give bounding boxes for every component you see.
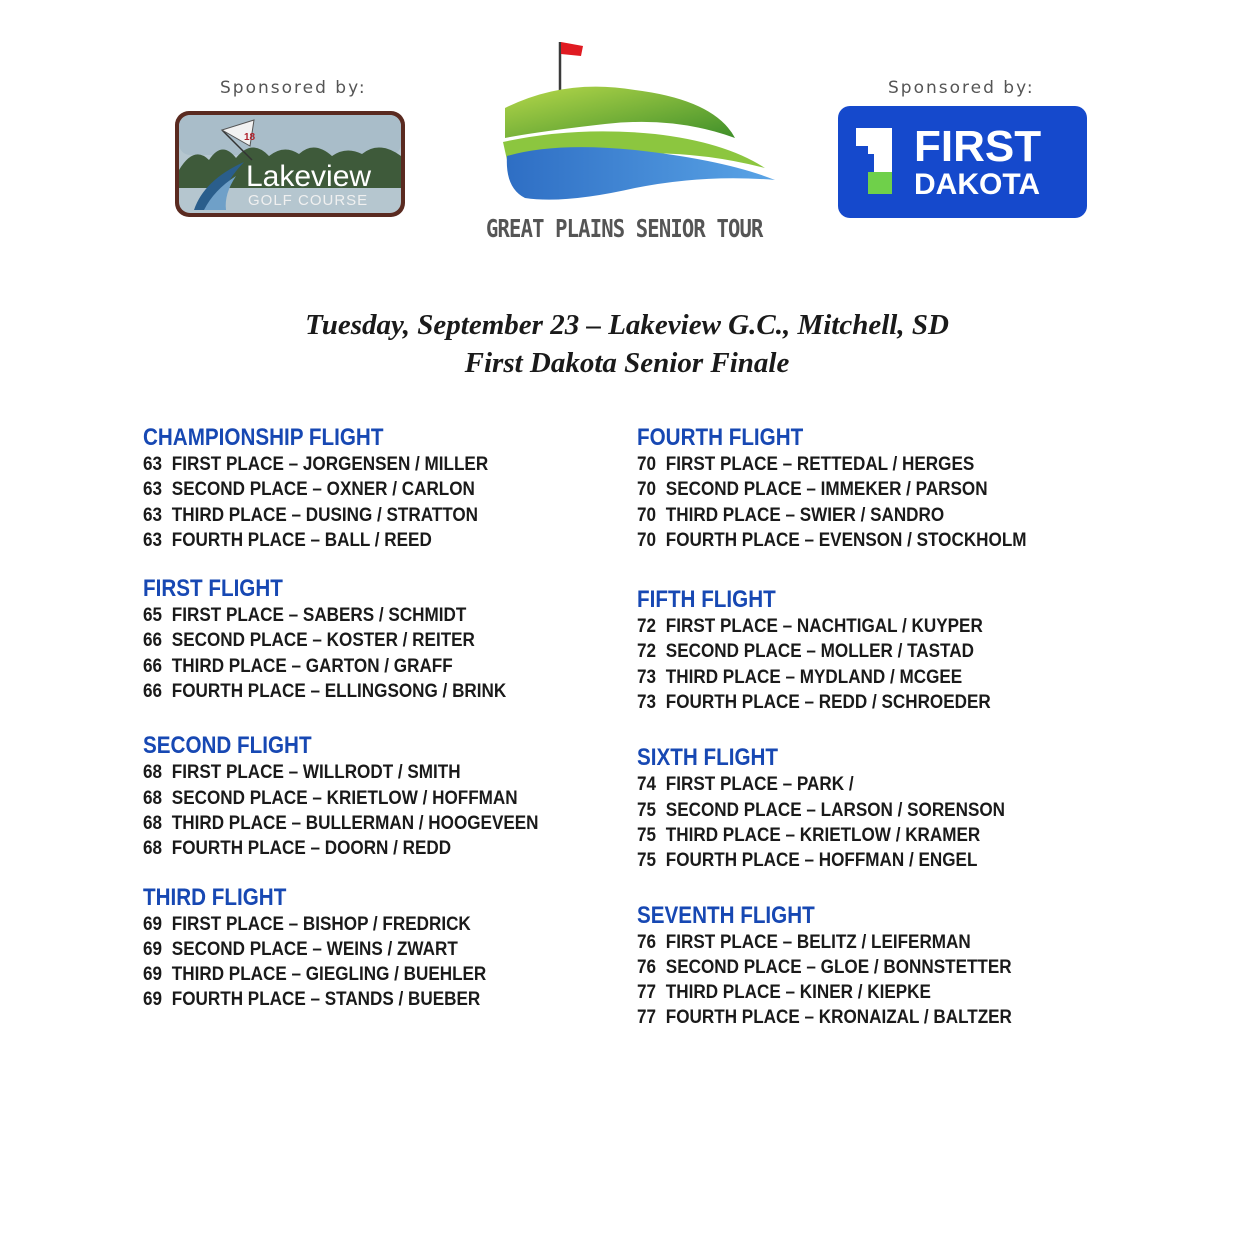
result-text: THIRD PLACE – SWIER / SANDRO	[665, 504, 945, 526]
flight-block	[637, 424, 1070, 553]
result-score: 66	[143, 655, 163, 677]
result-score: 70	[637, 529, 657, 551]
result-text: THIRD PLACE – KINER / KIEPKE	[665, 982, 931, 1004]
result-row	[637, 823, 1027, 848]
result-text: FIRST PLACE – SABERS / SCHMIDT	[171, 605, 467, 627]
result-text: SECOND PLACE – KRIETLOW / HOFFMAN	[171, 787, 518, 809]
result-row	[637, 1005, 1027, 1030]
flight-heading: SIXTH FLIGHT	[637, 744, 779, 772]
result-row	[143, 987, 539, 1012]
result-text: SECOND PLACE – IMMEKER / PARSON	[665, 479, 988, 501]
result-row	[143, 679, 539, 704]
result-text: SECOND PLACE – OXNER / CARLON	[171, 479, 475, 501]
result-text: FOURTH PLACE – REDD / SCHROEDER	[665, 692, 991, 714]
first-wordmark: FIRST	[914, 122, 1042, 171]
result-score: 70	[637, 454, 657, 475]
result-score: 72	[637, 616, 657, 638]
flight-heading: FIFTH FLIGHT	[637, 586, 776, 614]
result-row	[637, 772, 1027, 797]
result-text: THIRD PLACE – BULLERMAN / HOOGEVEEN	[171, 812, 539, 834]
flight-heading: CHAMPIONSHIP FLIGHT	[143, 424, 384, 451]
result-row	[143, 760, 539, 785]
result-score: 68	[143, 812, 163, 834]
event-title-line2: First Dakota Senior Finale	[464, 347, 790, 379]
result-score: 69	[143, 964, 163, 986]
result-score: 77	[637, 1007, 657, 1029]
golf-course-wordmark: GOLF COURSE	[248, 192, 369, 209]
result-text: SECOND PLACE – MOLLER / TASTAD	[665, 641, 974, 663]
great-plains-senior-tour-logo	[495, 38, 785, 213]
result-text: FIRST PLACE – NACHTIGAL / KUYPER	[665, 616, 983, 638]
event-title-line1: Tuesday, September 23 – Lakeview G.C., Mitchell, SD	[305, 309, 949, 341]
flag-number: 18	[244, 132, 256, 143]
flight-heading: FOURTH FLIGHT	[637, 424, 804, 451]
result-text: SECOND PLACE – LARSON / SORENSON	[665, 799, 1006, 821]
results-column-right	[637, 424, 1070, 1031]
result-score: 63	[143, 529, 163, 551]
tour-name: GREAT PLAINS SENIOR TOUR	[486, 214, 763, 243]
result-text: THIRD PLACE – DUSING / STRATTON	[171, 504, 479, 526]
result-score: 76	[637, 931, 657, 953]
result-score: 65	[143, 605, 163, 627]
result-score: 73	[637, 666, 657, 688]
result-text: SECOND PLACE – GLOE / BONNSTETTER	[665, 956, 1012, 978]
result-row	[637, 955, 1027, 980]
result-row	[637, 848, 1027, 873]
result-score: 63	[143, 504, 163, 526]
dakota-wordmark: DAKOTA	[914, 168, 1041, 201]
result-row	[637, 798, 1027, 823]
result-row	[637, 477, 1027, 502]
result-score: 69	[143, 913, 163, 935]
result-text: FOURTH PLACE – KRONAIZAL / BALTZER	[665, 1007, 1012, 1029]
result-score: 68	[143, 787, 163, 809]
result-row	[637, 639, 1027, 664]
sponsor-left-label: Sponsored by:	[220, 78, 367, 98]
result-text: THIRD PLACE – GIEGLING / BUEHLER	[171, 964, 487, 986]
result-text: FOURTH PLACE – ELLINGSONG / BRINK	[171, 681, 507, 703]
result-text: FOURTH PLACE – DOORN / REDD	[171, 838, 452, 860]
result-score: 70	[637, 479, 657, 501]
result-text: THIRD PLACE – GARTON / GRAFF	[171, 655, 453, 677]
result-row	[143, 937, 539, 962]
result-score: 68	[143, 762, 163, 784]
flight-heading: FIRST FLIGHT	[143, 575, 283, 603]
red-flag-icon	[561, 42, 583, 56]
result-row	[143, 452, 539, 477]
result-text: FIRST PLACE – RETTEDAL / HERGES	[665, 454, 975, 475]
result-row	[143, 912, 539, 937]
result-text: FIRST PLACE – BISHOP / FREDRICK	[171, 913, 471, 935]
first-dakota-logo	[838, 106, 1087, 218]
result-row	[143, 528, 539, 553]
result-text: FIRST PLACE – PARK /	[665, 774, 854, 796]
lakeview-golf-course-logo	[174, 110, 406, 218]
result-text: FOURTH PLACE – BALL / REED	[171, 529, 432, 551]
result-score: 77	[637, 982, 657, 1004]
result-score: 75	[637, 850, 657, 872]
result-score: 69	[143, 938, 163, 960]
result-row	[143, 603, 539, 628]
result-score: 76	[637, 956, 657, 978]
flight-heading: SECOND FLIGHT	[143, 732, 312, 760]
result-row	[637, 930, 1027, 955]
result-row	[143, 836, 539, 861]
result-text: FIRST PLACE – WILLRODT / SMITH	[171, 762, 461, 784]
result-text: FIRST PLACE – BELITZ / LEIFERMAN	[665, 931, 971, 953]
result-text: SECOND PLACE – KOSTER / REITER	[171, 630, 475, 652]
result-score: 74	[637, 774, 657, 796]
result-row	[143, 477, 539, 502]
flight-block	[143, 424, 582, 553]
result-text: THIRD PLACE – MYDLAND / MCGEE	[665, 666, 963, 688]
event-title	[0, 306, 1250, 382]
result-row	[637, 452, 1027, 477]
result-row	[143, 654, 539, 679]
flight-block	[143, 732, 582, 861]
flight-block	[637, 744, 1070, 873]
flight-block	[143, 575, 582, 704]
result-row	[143, 962, 539, 987]
result-row	[143, 503, 539, 528]
result-score: 66	[143, 630, 163, 652]
result-text: FOURTH PLACE – EVENSON / STOCKHOLM	[665, 529, 1027, 551]
result-row	[637, 665, 1027, 690]
flight-heading: THIRD FLIGHT	[143, 883, 287, 911]
result-score: 69	[143, 989, 163, 1011]
flight-block	[143, 884, 582, 1013]
result-text: SECOND PLACE – WEINS / ZWART	[171, 938, 458, 960]
flight-block	[637, 586, 1070, 715]
result-row	[637, 690, 1027, 715]
result-score: 75	[637, 824, 657, 846]
result-row	[143, 811, 539, 836]
result-score: 75	[637, 799, 657, 821]
result-row	[143, 628, 539, 653]
result-row	[637, 528, 1027, 553]
result-text: FOURTH PLACE – STANDS / BUEBER	[171, 989, 481, 1011]
result-score: 66	[143, 681, 163, 703]
result-row	[637, 614, 1027, 639]
result-score: 63	[143, 479, 163, 501]
result-row	[637, 980, 1027, 1005]
result-score: 68	[143, 838, 163, 860]
flight-heading: SEVENTH FLIGHT	[637, 901, 815, 929]
result-row	[637, 503, 1027, 528]
result-score: 72	[637, 641, 657, 663]
results-column-left	[143, 424, 582, 1013]
result-text: FOURTH PLACE – HOFFMAN / ENGEL	[665, 850, 978, 872]
flight-block	[637, 902, 1070, 1031]
result-score: 63	[143, 454, 163, 475]
result-score: 73	[637, 692, 657, 714]
lakeview-wordmark: Lakeview	[246, 160, 372, 193]
result-row	[143, 786, 539, 811]
result-text: FIRST PLACE – JORGENSEN / MILLER	[171, 454, 489, 475]
sponsor-right-label: Sponsored by:	[888, 78, 1035, 98]
result-score: 70	[637, 504, 657, 526]
result-text: THIRD PLACE – KRIETLOW / KRAMER	[665, 824, 981, 846]
